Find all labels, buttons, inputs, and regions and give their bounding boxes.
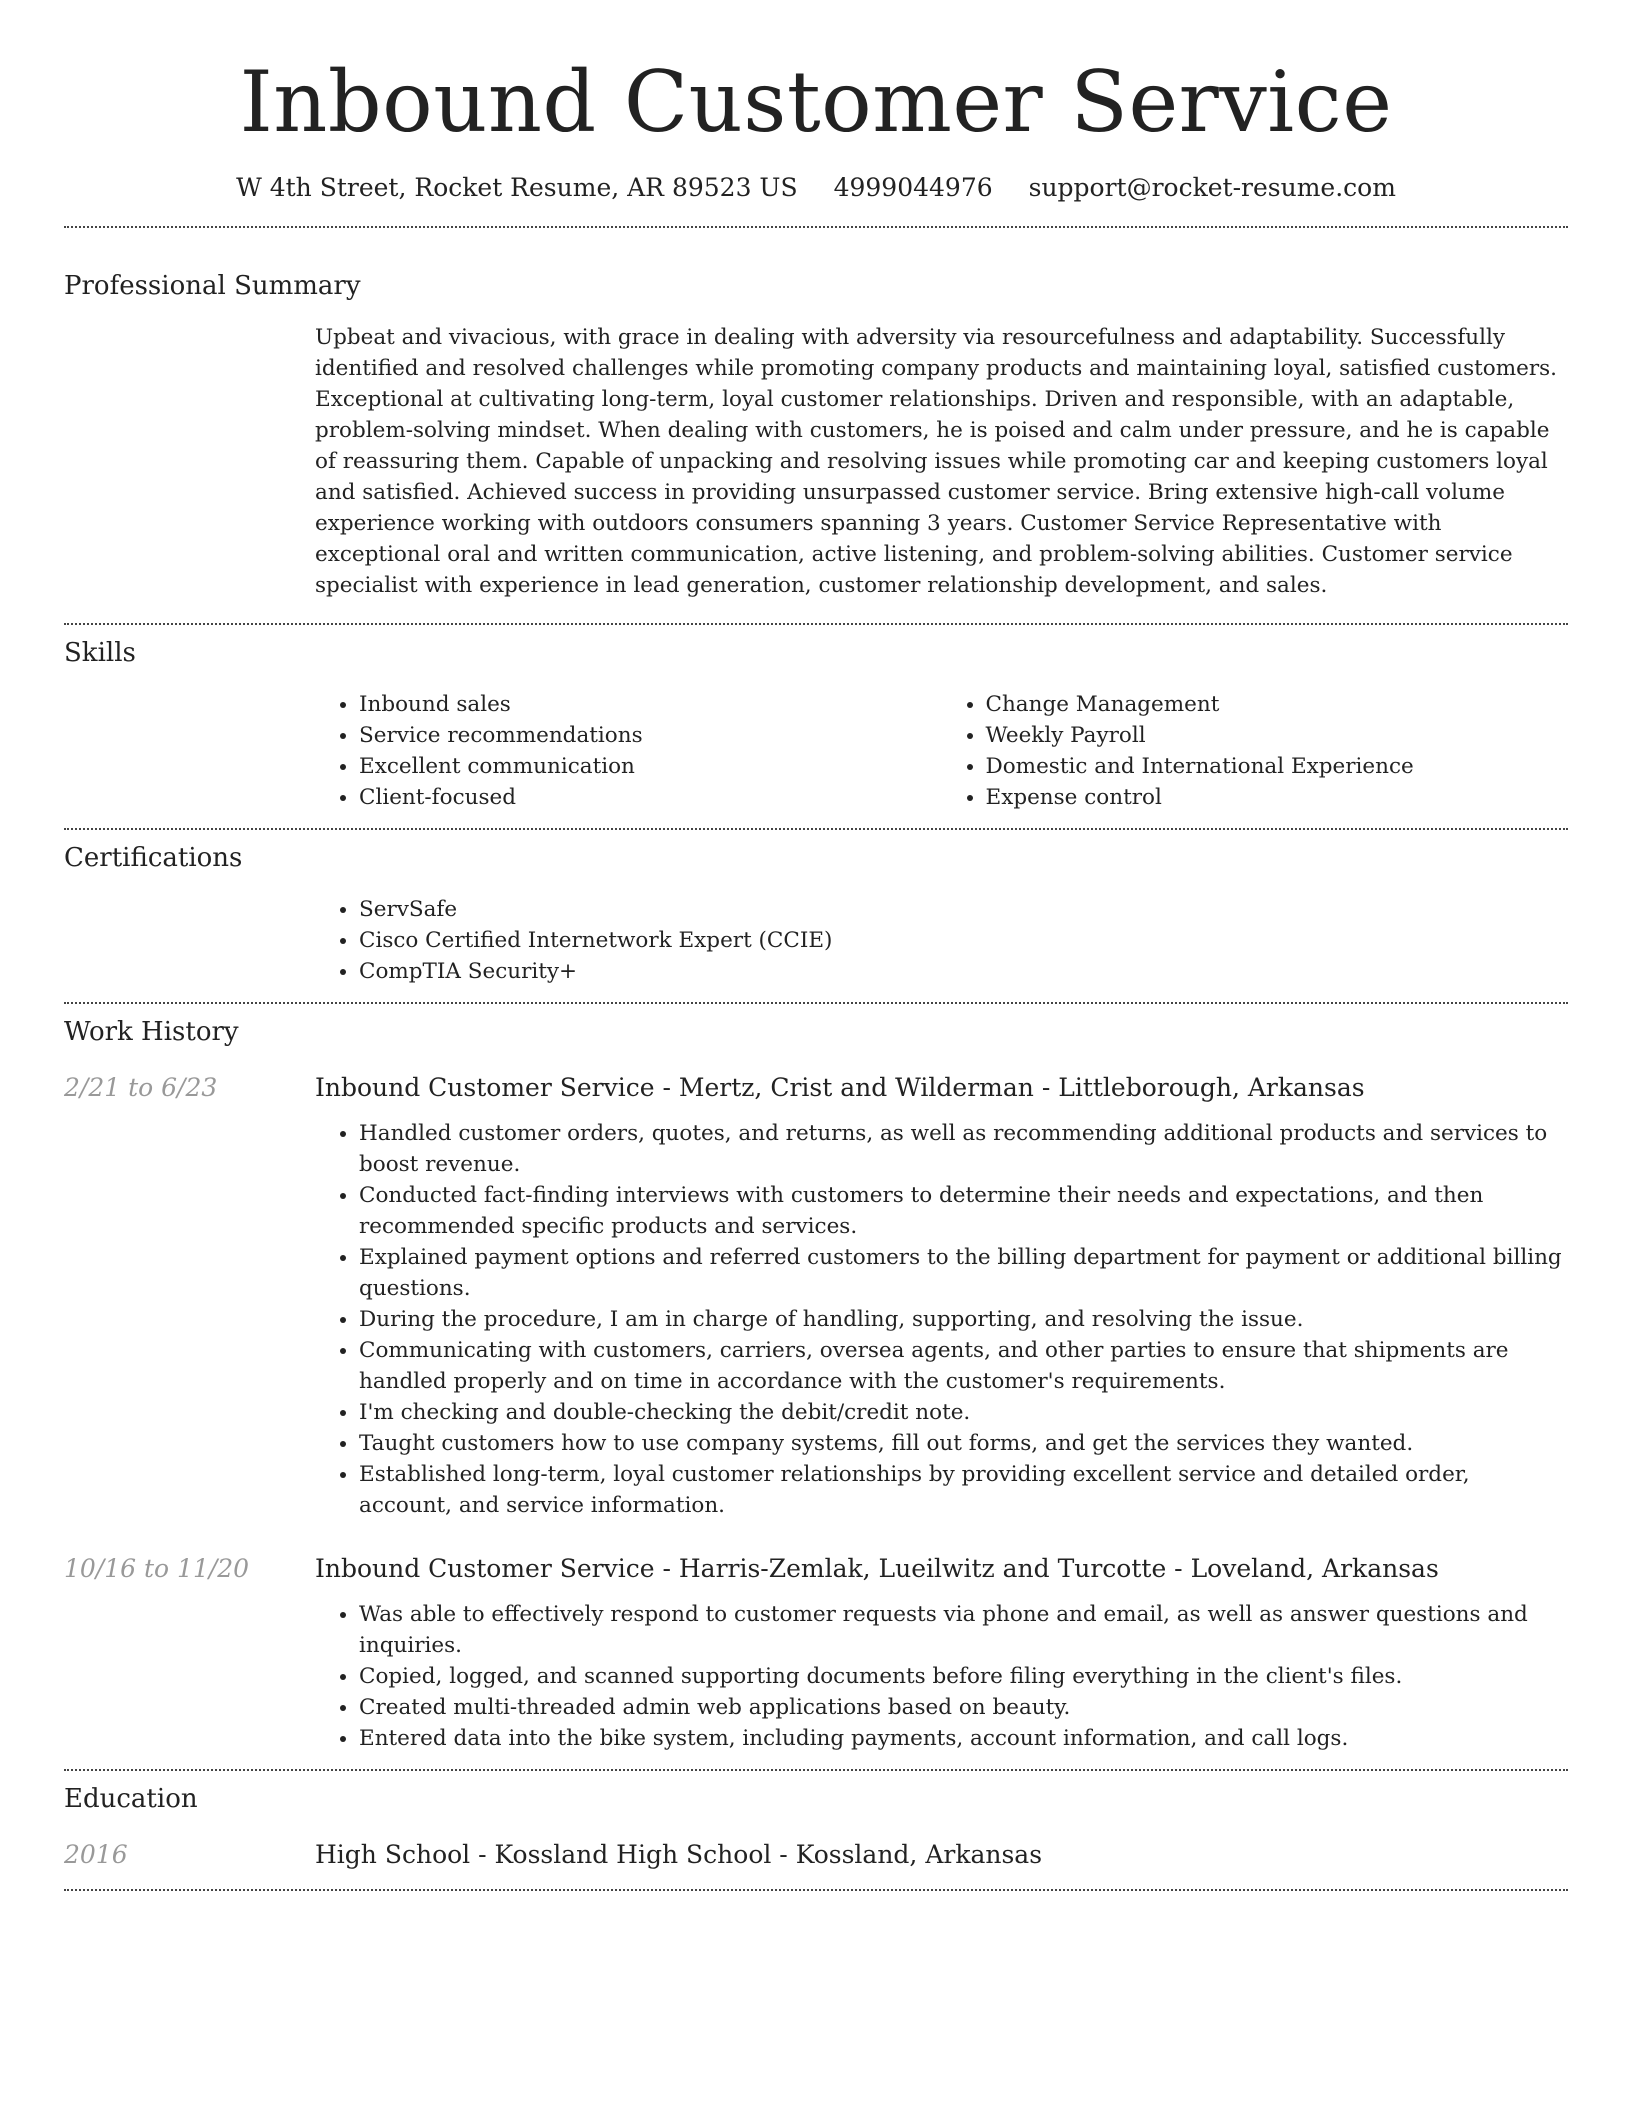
- contact-email: support@rocket-resume.com: [1028, 173, 1396, 202]
- skill-item: • Weekly Payroll: [986, 720, 1569, 751]
- job-bullet: • Explained payment options and referred customers to the billing department for payment or additional billing questions.: [359, 1242, 1568, 1304]
- job-entry: [64, 1551, 1568, 1754]
- skill-item: • Domestic and International Experience: [986, 751, 1569, 782]
- section-divider: [64, 226, 1568, 228]
- contact-line: [0, 170, 1632, 206]
- job-bullet: • Copied, logged, and scanned supporting documents before filing everything in the client's files.: [359, 1661, 1568, 1692]
- resume-name: Inbound Customer Service: [239, 53, 1393, 151]
- section-divider: [64, 1889, 1568, 1891]
- section-title: Education: [64, 1784, 198, 1814]
- contact-address: W 4th Street, Rocket Resume, AR 89523 US: [236, 173, 798, 202]
- skill-item: • Excellent communication: [359, 751, 942, 782]
- job-bullets: [315, 1599, 1568, 1754]
- job-bullet: • Handled customer orders, quotes, and returns, as well as recommending additional products and services to boost revenue.: [359, 1118, 1568, 1180]
- education-entry: [64, 1837, 1568, 1873]
- skills-list: [315, 689, 1568, 813]
- section-divider: [64, 1002, 1568, 1004]
- certifications-list: [315, 894, 1568, 987]
- job-body: [315, 1551, 1568, 1754]
- skill-item: • Inbound sales: [359, 689, 942, 720]
- certification-item: • ServSafe: [359, 894, 1568, 925]
- job-bullet: • Conducted fact-finding interviews with customers to determine their needs and expectations, and then recommended specific products and services.: [359, 1180, 1568, 1242]
- job-dates: 2/21 to 6/23: [64, 1073, 218, 1102]
- certification-item: • CompTIA Security+: [359, 956, 1568, 987]
- certifications-section: [64, 840, 1568, 987]
- job-bullet: • Established long-term, loyal customer relationships by providing excellent service and detailed order, account, and service information.: [359, 1459, 1568, 1521]
- section-title: Work History: [64, 1017, 239, 1047]
- skills-section: [64, 635, 1568, 813]
- skill-item: • Expense control: [986, 782, 1569, 813]
- summary-text: Upbeat and vivacious, with grace in dealing with adversity via resourcefulness and adaptability. Successfully identified and resolved challenges while promoting company products and maintaining loyal, satisfied customers. Exceptional at cultivating long-term, loyal customer relationships. Driven and responsible, with an adaptable, problem-solving mindset. When dealing with customers, he is poised and calm under pressure, and he is capable of reassuring them. Capable of unpacking and resolving issues while promoting car and keeping customers loyal and satisfied. Achieved success in providing unsurpassed customer service. Bring extensive high-call volume experience working with outdoors consumers spanning 3 years. Customer Service Representative with exceptional oral and written communication, active listening, and problem-solving abilities. Customer service specialist with experience in lead generation, customer relationship development, and sales.: [315, 325, 1557, 598]
- skill-item: • Change Management: [986, 689, 1569, 720]
- job-title: Inbound Customer Service - Harris-Zemlak, Lueilwitz and Turcotte - Loveland, Arkansas: [315, 1554, 1439, 1583]
- section-divider: [64, 623, 1568, 625]
- job-bullets: [315, 1118, 1568, 1521]
- job-body: [315, 1070, 1568, 1521]
- job-entry: [64, 1070, 1568, 1521]
- skills-column-right: [942, 689, 1569, 813]
- work-history-section: [64, 1014, 1568, 1754]
- job-bullet: • Created multi-threaded admin web applications based on beauty.: [359, 1692, 1568, 1723]
- skill-item: • Service recommendations: [359, 720, 942, 751]
- job-bullet: • During the procedure, I am in charge of handling, supporting, and resolving the issue.: [359, 1304, 1568, 1335]
- contact-phone: 4999044976: [833, 173, 993, 202]
- job-bullet: • Entered data into the bike system, including payments, account information, and call logs.: [359, 1723, 1568, 1754]
- section-divider: [64, 1769, 1568, 1771]
- job-bullet: • Taught customers how to use company systems, fill out forms, and get the services they wanted.: [359, 1428, 1568, 1459]
- job-bullet: • Was able to effectively respond to customer requests via phone and email, as well as answer questions and inquiries.: [359, 1599, 1568, 1661]
- education-section: [64, 1781, 1568, 1873]
- education-title: High School - Kossland High School - Kossland, Arkansas: [315, 1840, 1043, 1869]
- summary-content: [315, 322, 1568, 601]
- skills-column-left: [315, 689, 942, 813]
- certification-item: • Cisco Certified Internetwork Expert (CCIE): [359, 925, 1568, 956]
- job-dates: 10/16 to 11/20: [64, 1554, 250, 1583]
- job-bullet: • Communicating with customers, carriers, oversea agents, and other parties to ensure that shipments are handled properly and on time in accordance with the customer's requirements.: [359, 1335, 1568, 1397]
- section-title: Certifications: [64, 843, 243, 873]
- section-title: Skills: [64, 638, 136, 668]
- section-divider: [64, 828, 1568, 830]
- summary-section: [64, 268, 1568, 601]
- education-body: [315, 1837, 1568, 1873]
- skill-item: • Client-focused: [359, 782, 942, 813]
- education-dates: 2016: [64, 1840, 128, 1869]
- section-title: Professional Summary: [64, 271, 361, 301]
- job-title: Inbound Customer Service - Mertz, Crist and Wilderman - Littleborough, Arkansas: [315, 1073, 1365, 1102]
- job-bullet: • I'm checking and double-checking the debit/credit note.: [359, 1397, 1568, 1428]
